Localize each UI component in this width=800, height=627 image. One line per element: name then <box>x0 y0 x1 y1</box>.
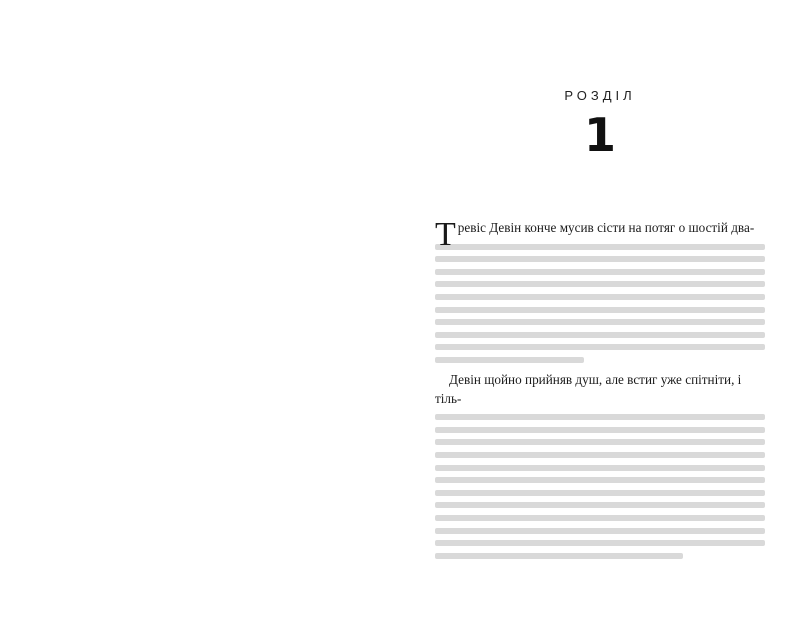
paragraph-1-opening: ревіс Девін конче мусив сісти на потяг о шостій два- <box>457 220 755 235</box>
text-placeholder-line <box>435 465 765 471</box>
text-placeholder-line <box>435 515 765 521</box>
text-placeholder-line <box>435 427 765 433</box>
text-placeholder-line <box>435 307 765 313</box>
text-placeholder-line <box>435 502 765 508</box>
text-placeholder-line <box>435 319 765 325</box>
text-placeholder-line <box>435 540 765 546</box>
paragraph-2-opening: Девін щойно прийняв душ, але встиг уже спітніти, і тіль- <box>435 371 742 406</box>
text-placeholder-line <box>435 477 765 483</box>
chapter-body <box>435 218 765 565</box>
chapter-label: РОЗДІЛ <box>564 88 636 103</box>
right-page <box>400 0 800 627</box>
text-placeholder-line <box>435 553 683 559</box>
text-placeholder-line <box>435 452 765 458</box>
text-placeholder-line <box>435 332 765 338</box>
text-placeholder-line <box>435 414 765 420</box>
text-placeholder-line <box>435 490 765 496</box>
text-placeholder-line <box>435 269 765 275</box>
text-placeholder-line <box>435 281 765 287</box>
text-placeholder-line <box>435 256 765 262</box>
text-placeholder-line <box>435 244 765 250</box>
text-placeholder-line <box>435 294 765 300</box>
drop-cap: Т <box>435 216 456 253</box>
chapter-number: 1 <box>583 108 616 162</box>
text-placeholder-line <box>435 357 584 363</box>
text-placeholder-line <box>435 528 765 534</box>
paragraph-2 <box>435 370 765 559</box>
paragraph-1 <box>435 218 765 363</box>
text-placeholder-line <box>435 439 765 445</box>
text-placeholder-line <box>435 344 765 350</box>
